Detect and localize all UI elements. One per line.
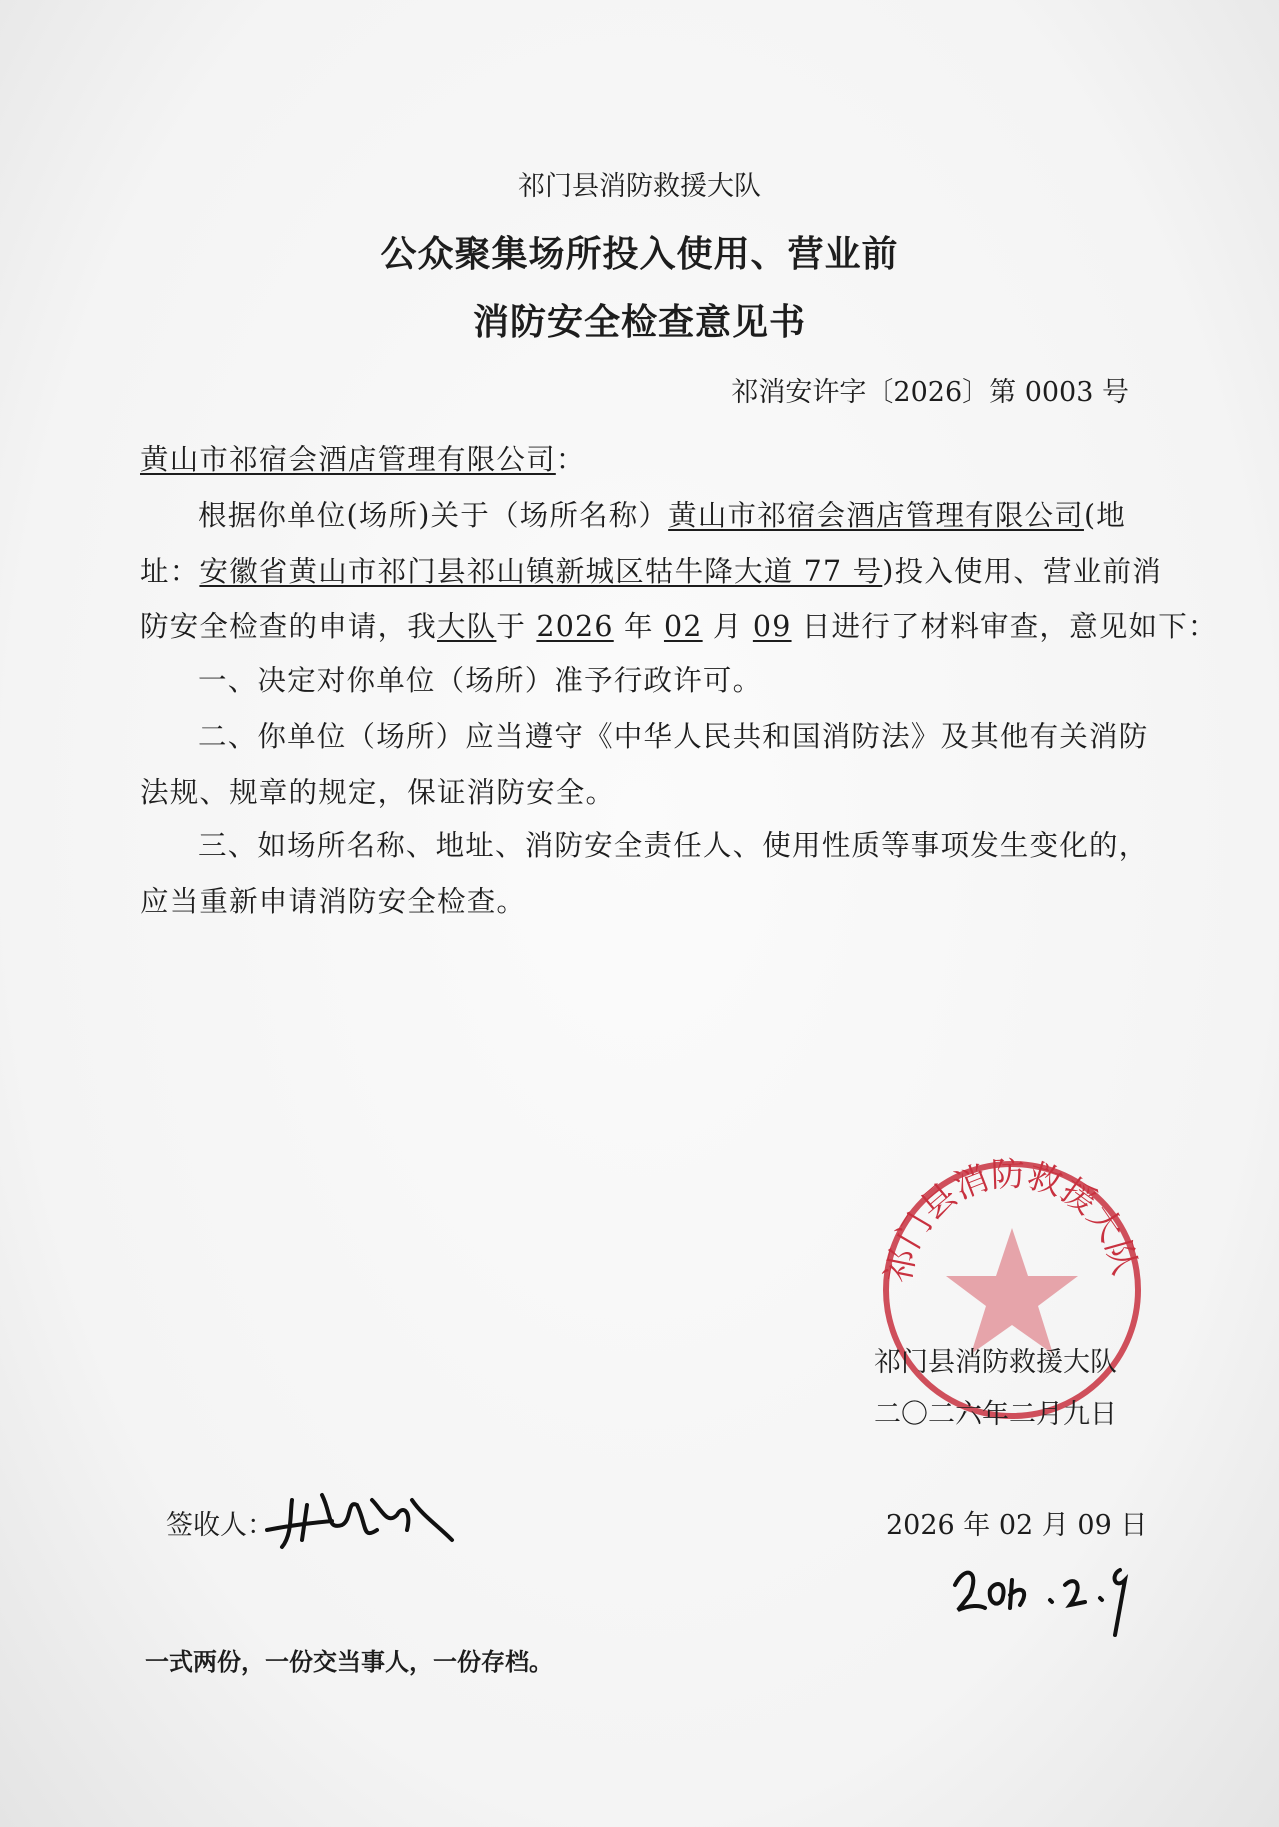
venue-name: 黄山市祁宿会酒店管理有限公司: [668, 499, 1084, 532]
document-title-line2: 消防安全检查意见书: [472, 302, 806, 343]
signing-organization: 祁门县消防救援大队: [874, 1347, 1117, 1378]
text: 日进行了材料审查，意见如下：: [801, 610, 1218, 643]
text: 月: [712, 610, 743, 643]
venue-address: 安徽省黄山市祁门县祁山镇新城区牯牛降大道 77 号: [199, 555, 883, 588]
text: 址：: [140, 555, 200, 588]
issuing-organization: 祁门县消防救援大队: [518, 171, 761, 202]
opinion-item-3-cont: 应当重新申请消防安全检查。: [140, 885, 527, 918]
text: (地: [1083, 499, 1126, 532]
copies-note: 一式两份，一份交当事人，一份存档。: [145, 1647, 553, 1676]
opinion-item-1: 一、决定对你单位（场所）准予行政许可。: [198, 664, 763, 697]
body-line-2: [140, 549, 1162, 590]
review-year: 2026: [536, 610, 614, 643]
opinion-item-2: 二、你单位（场所）应当遵守《中华人民共和国消防法》及其他有关消防: [198, 720, 1149, 753]
seal-text: 祁门县消防救援大队: [878, 1154, 1145, 1287]
addressee: [140, 437, 586, 478]
body-line-3: [140, 604, 1218, 645]
text: 年: [624, 610, 654, 643]
official-seal: [872, 1150, 1152, 1430]
review-day: 09: [752, 610, 792, 643]
text: 根据你单位(场所)关于（场所名称）: [198, 499, 669, 532]
text: )投入使用、营业前消: [882, 555, 1162, 588]
signing-date: 二〇二六年二月九日: [874, 1399, 1117, 1430]
recipient-signature: [262, 1485, 462, 1555]
text: 于: [496, 610, 527, 643]
handwritten-date: [950, 1550, 1140, 1640]
text: 防安全检查的申请，我: [140, 610, 438, 643]
document-title-line1: 公众聚集场所投入使用、营业前: [380, 234, 899, 275]
addressee-name: 黄山市祁宿会酒店管理有限公司: [140, 443, 556, 476]
body-line-1: [198, 493, 1126, 534]
star-icon: [946, 1228, 1078, 1354]
recipient-label: 签收人：: [166, 1510, 274, 1541]
addressee-suffix: ：: [555, 443, 586, 476]
opinion-item-3: 三、如场所名称、地址、消防安全责任人、使用性质等事项发生变化的，: [198, 829, 1149, 862]
receipt-date: 2026 年 02 月 09 日: [886, 1510, 1148, 1541]
review-month: 02: [663, 610, 703, 643]
unit: 大队: [437, 610, 497, 643]
opinion-item-2-cont: 法规、规章的规定，保证消防安全。: [140, 776, 616, 809]
document-number: 祁消安许字〔2026〕第 0003 号: [731, 377, 1129, 408]
